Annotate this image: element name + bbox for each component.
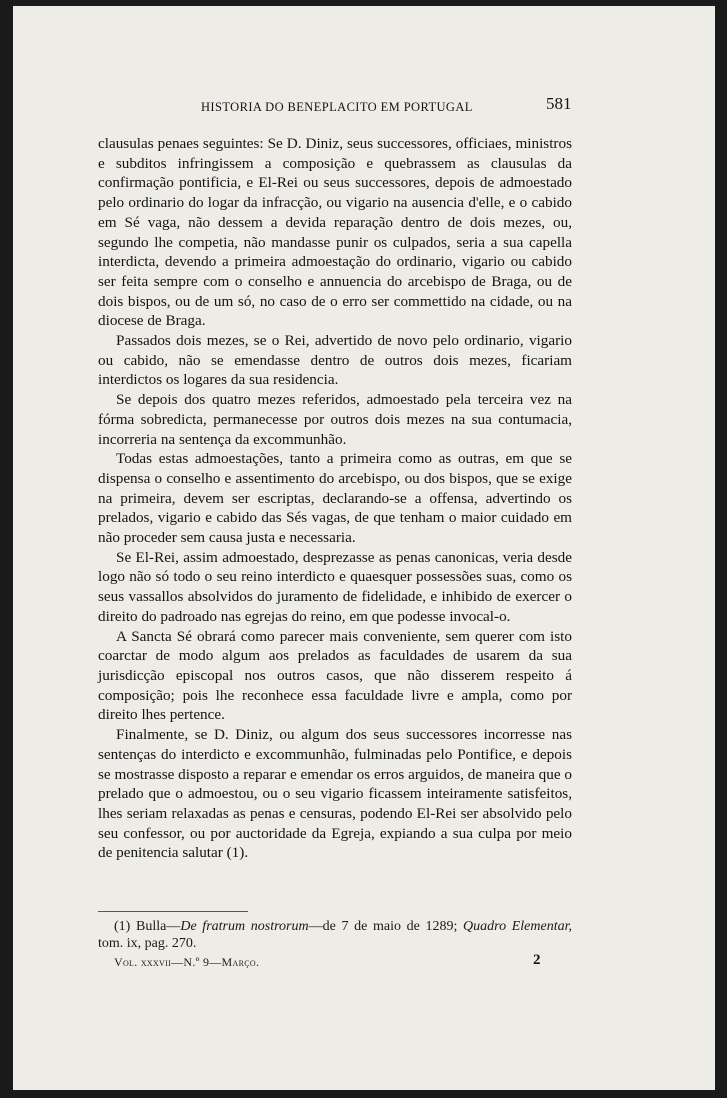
footnote-marker: (1) xyxy=(114,919,131,934)
paragraph: Finalmente, se D. Diniz, ou algum dos seus successores incorresse nas sentenças do interdicto e excommunhão, fulminadas pelo Pontifice, e depois se mostrasse disposto a reparar e emendar os erros arguidos, de maneira que o prelado que o admoestou, ou o seu vigario ficassem inteiramente satisfeitos, lhes seriam relaxadas as penas e censuras, podendo El-Rei ser absolvido pelo seu confessor, ou por auctoridade da Egreja, expiando a sua culpa por meio de penitencia salutar (1). xyxy=(98,726,572,862)
book-page xyxy=(13,6,715,1090)
footnote-collection: Quadro Elementar, xyxy=(463,919,573,934)
page-header xyxy=(13,94,715,122)
paragraph: Passados dois mezes, se o Rei, advertido de novo pelo ordinario, vigario ou cabido, não se emendasse dentro de outros dois mezes, ficariam interdictos os logares da sua residencia. xyxy=(98,332,572,389)
footnote-source: Bulla xyxy=(135,919,167,934)
running-title: HISTORIA DO BENEPLACITO EM PORTUGAL xyxy=(201,100,473,114)
footnote xyxy=(98,918,572,952)
signature-mark: 2 xyxy=(533,952,541,968)
paragraph: clausulas penaes seguintes: Se D. Diniz, seus successores, officiaes, ministros e subditos infringissem a composição e quebrassem as clausulas da confirmação pontificia, e El-Rei ou seus successores, depois de admoestado pelo ordinario do logar da infracção, ou vigario na ausencia d'elle, e o cabido em Sé vaga, não dessem a devida reparação dentro de dois mezes, ou, segundo lhe competia, não mandasse punir os culpados, seria a sua capella interdicta, devendo a primeira admoestação do ordinario, vigario ou cabido ser feita sempre com o conselho e annuencia do arcebispo de Braga, ou de dois bispos, ou de um só, no caso de o erro ser commettido na cidade, ou na diocese de Braga. xyxy=(98,135,572,330)
footnote-rule xyxy=(98,911,248,912)
paragraph: Se El-Rei, assim admoestado, desprezasse as penas canonicas, veria desde logo não só todo o seu reino interdicto e quaesquer possessões suas, como os seus vassallos absolvidos do juramento de fidelidade, e inhibido de exercer o direito do padroado nas egrejas do reino, em que podesse invocal-o. xyxy=(98,548,572,625)
paragraph: Se depois dos quatro mezes referidos, admoestado pela terceira vez na fórma sobredicta, permanecesse por outros dois mezes na sua contumacia, incorreria na sentença da excommunhão. xyxy=(98,391,572,448)
footnote-dash: — xyxy=(166,919,181,934)
footnote-bull-title: De fratrum nostrorum xyxy=(180,919,309,934)
body-text xyxy=(98,134,572,863)
footnote-reference: tom. ix, pag. 270. xyxy=(98,936,197,951)
signature-line: Vol. xxxvii—N.º 9—Março. xyxy=(114,955,260,969)
page-number: 581 xyxy=(546,94,572,113)
paragraph: Todas estas admoestações, tanto a primeira como as outras, em que se dispensa o conselho e assentimento do arcebispo, ou dos bispos, que se exige na primeira, devem ser escriptas, declarando-se a offensa, advertindo os prelados, vigario e cabido das Sés vagas, de que tenham o maior cuidado em não proceder sem causa justa e necessaria. xyxy=(98,450,572,547)
footnote-date: —de 7 de maio de 1289; xyxy=(308,919,458,934)
paragraph: A Sancta Sé obrará como parecer mais conveniente, sem querer com isto coarctar de modo algum aos prelados as faculdades de usarem da sua jurisdicção episcopal nos outros casos, que não disserem respeito á composição; pois lhe reconhece essa faculdade livre e ampla, como por direito lhes pertence. xyxy=(98,627,572,724)
